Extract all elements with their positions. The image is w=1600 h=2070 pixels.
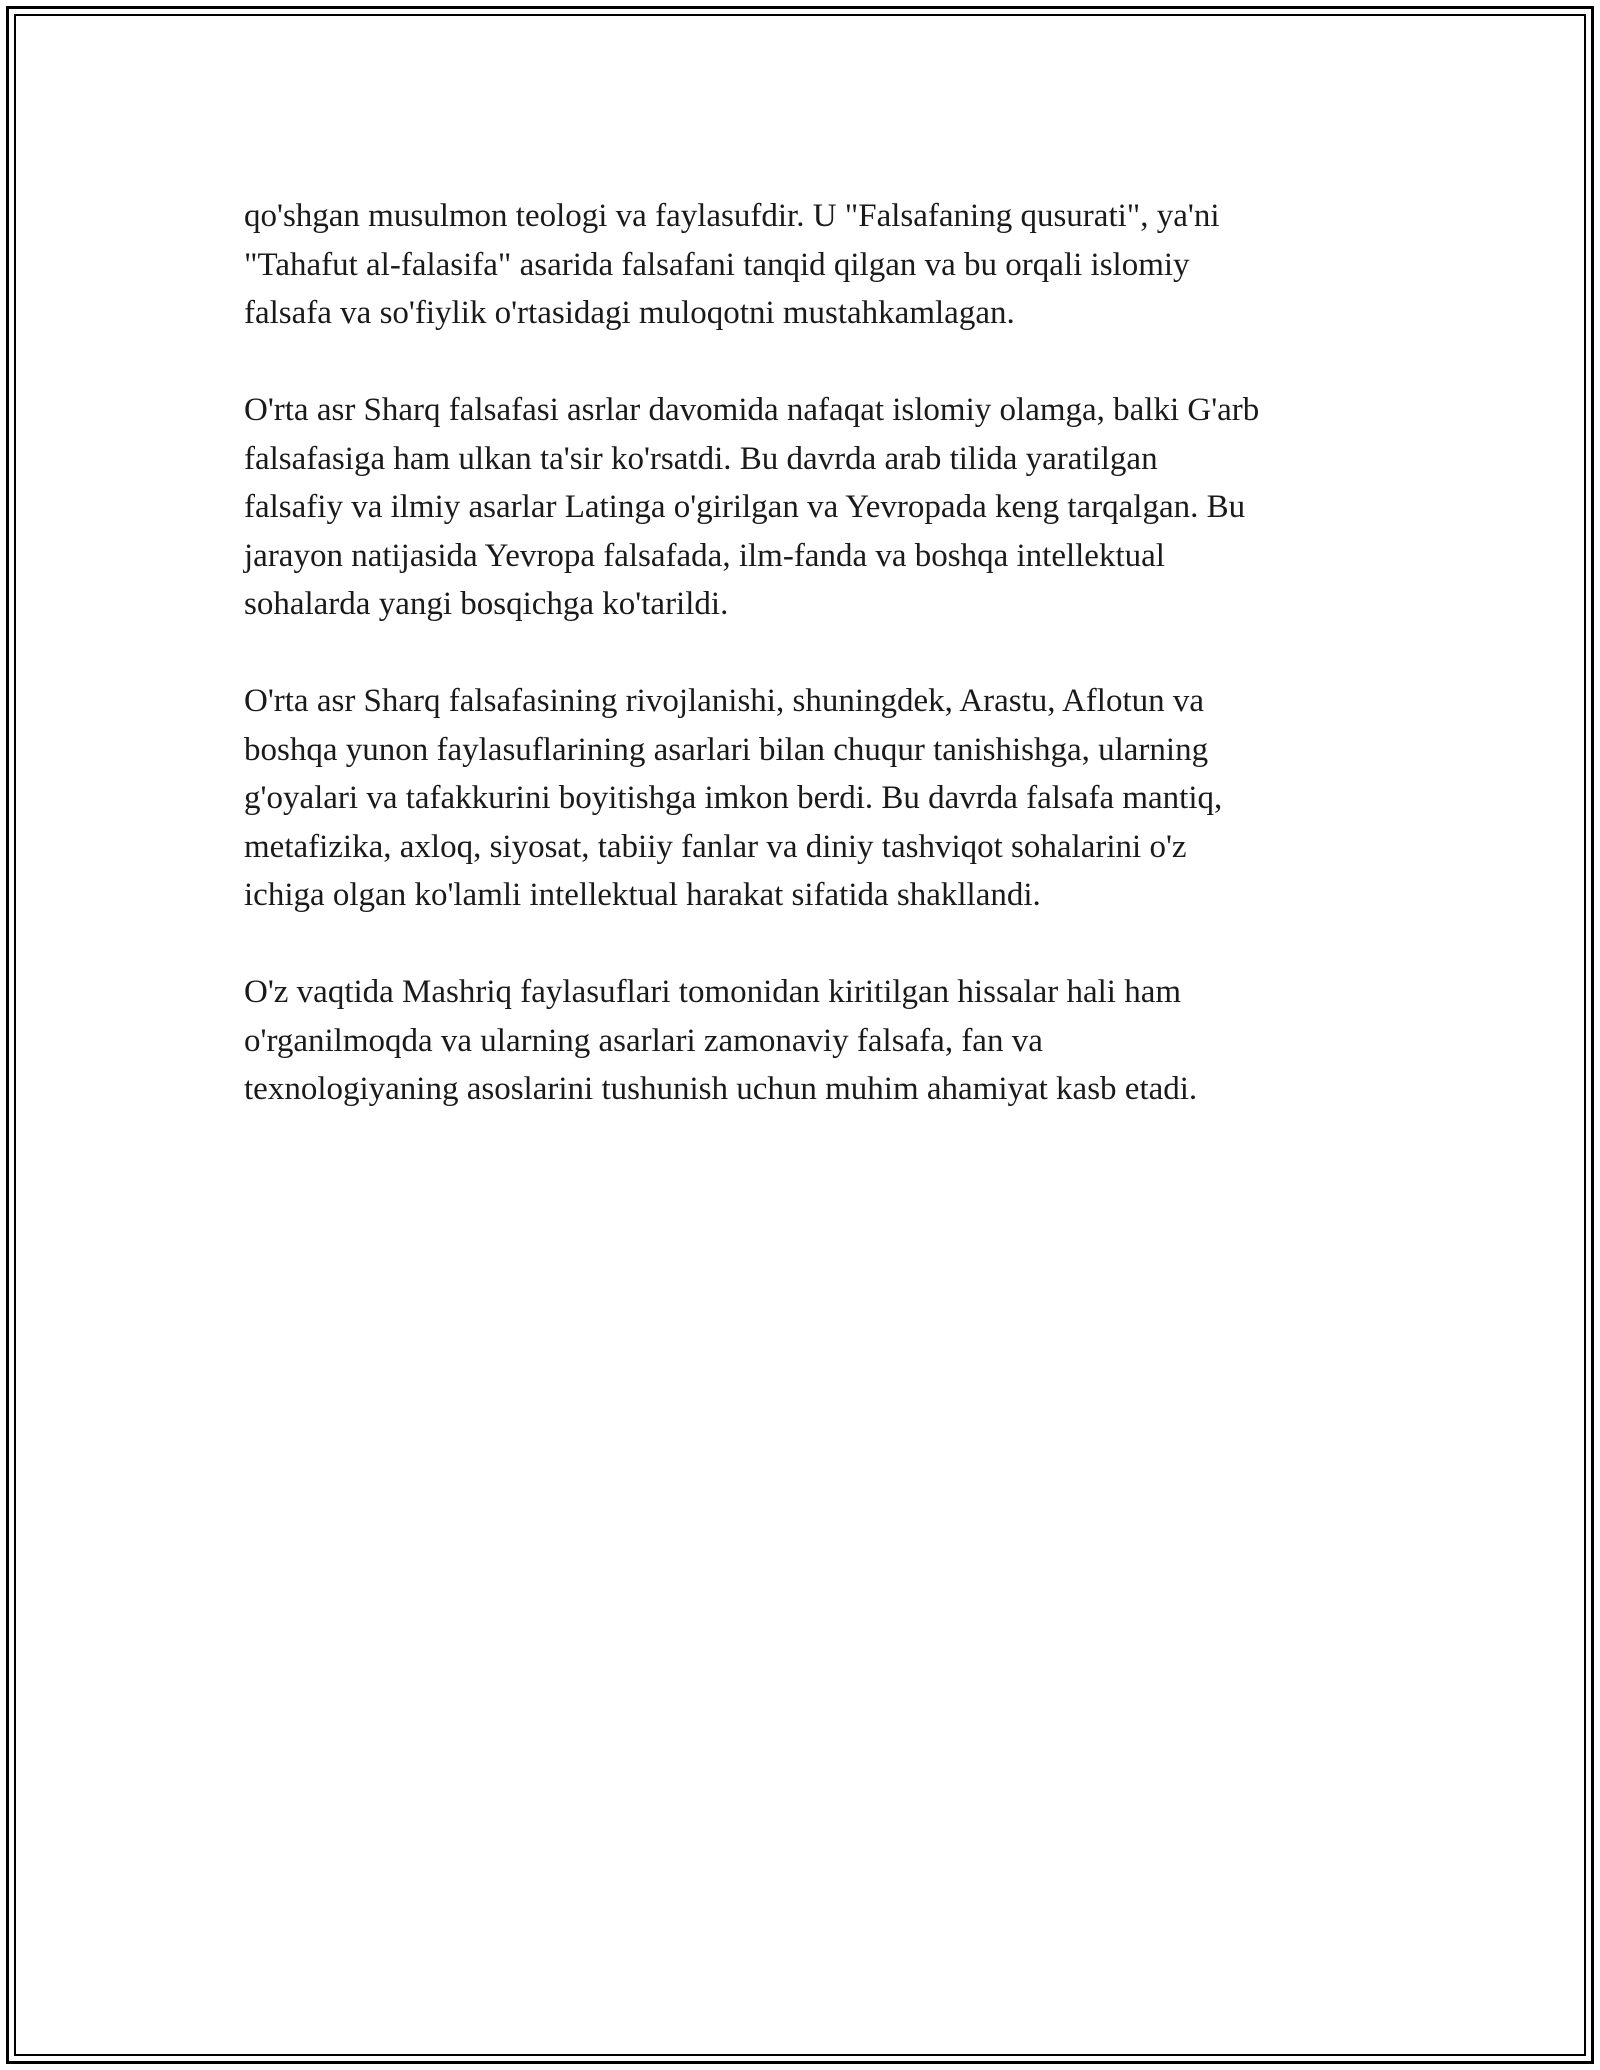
document-body (244, 192, 1394, 1162)
paragraph-line: falsafiy va ilmiy asarlar Latinga o'girilgan va Yevropada keng tarqalgan. Bu (244, 489, 1246, 525)
paragraph-line: qo'shgan musulmon teologi va faylasufdir. U "Falsafaning qusurati", ya'ni (244, 198, 1220, 234)
paragraph-line: o'rganilmoqda va ularning asarlari zamonaviy falsafa, fan va (244, 1022, 1043, 1059)
paragraph-line: ichiga olgan ko'lamli intellektual harakat sifatida shakllandi. (244, 877, 1041, 913)
paragraph-line: texnologiyaning asoslarini tushunish uchun muhim ahamiyat kasb etadi. (244, 1071, 1198, 1107)
paragraph-line: boshqa yunon faylasuflarining asarlari bilan chuqur tanishishga, ularning (244, 731, 1209, 768)
paragraph-line: O'rta asr Sharq falsafasining rivojlanishi, shuningdek, Arastu, Aflotun va (244, 683, 1205, 719)
paragraph-1 (244, 192, 1394, 338)
paragraph-line: O'rta asr Sharq falsafasi asrlar davomida nafaqat islomiy olamga, balki G'arb (244, 392, 1260, 428)
paragraph-line: "Tahafut al-falasifa" asarida falsafani tanqid qilgan va bu orqali islomiy (244, 246, 1190, 283)
paragraph-2 (244, 386, 1394, 629)
paragraph-line: sohalarda yangi bosqichga ko'tarildi. (244, 586, 729, 622)
paragraph-line: g'oyalari va tafakkurini boyitishga imkon berdi. Bu davrda falsafa mantiq, (244, 780, 1223, 816)
paragraph-line: metafizika, axloq, siyosat, tabiiy fanlar va diniy tashviqot sohalarini o'z (244, 828, 1187, 865)
paragraph-line: falsafasiga ham ulkan ta'sir ko'rsatdi. Bu davrda arab tilida yaratilgan (244, 440, 1158, 477)
paragraph-line: jarayon natijasida Yevropa falsafada, ilm-fanda va boshqa intellektual (244, 537, 1165, 574)
paragraph-line: falsafa va so'fiylik o'rtasidagi muloqotni mustahkamlagan. (244, 295, 1015, 331)
paragraph-4 (244, 968, 1394, 1114)
paragraph-3 (244, 677, 1394, 920)
paragraph-line: O'z vaqtida Mashriq faylasuflari tomonidan kiritilgan hissalar hali ham (244, 974, 1182, 1010)
page-frame (6, 6, 1594, 2064)
